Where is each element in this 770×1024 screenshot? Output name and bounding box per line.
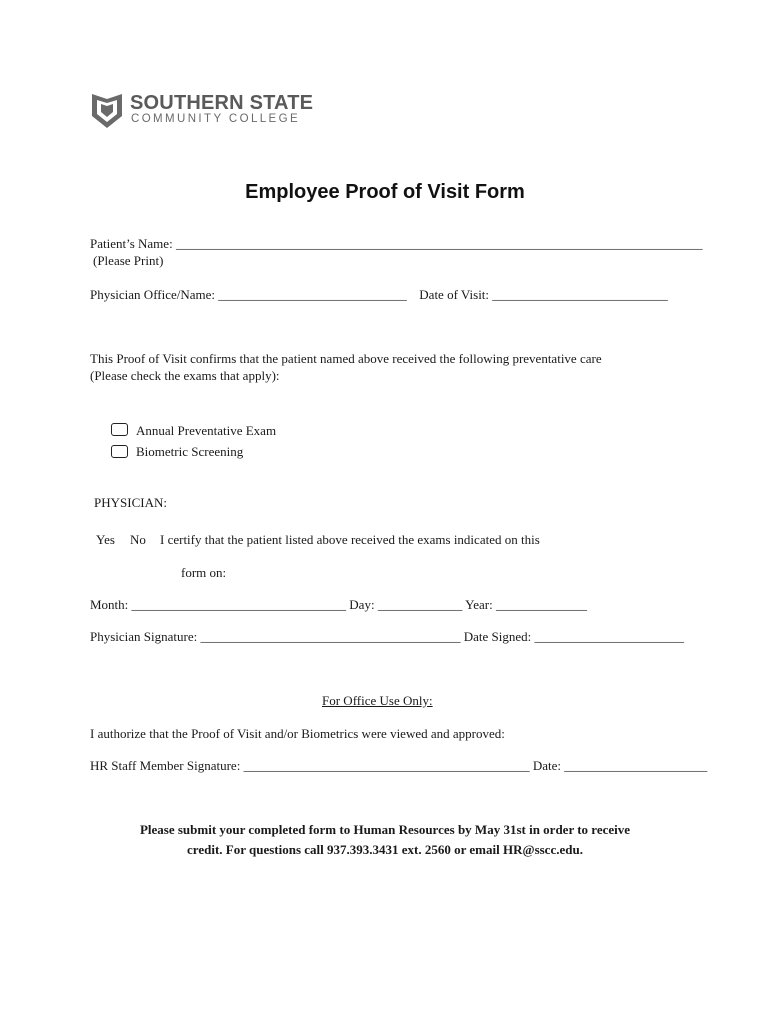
physician-heading: PHYSICIAN: (94, 495, 167, 510)
patient-name-row (90, 236, 702, 252)
physician-office-row (90, 287, 668, 303)
biometric-screening-checkbox[interactable] (111, 445, 128, 458)
no-option[interactable]: No (130, 532, 146, 547)
physician-office-field[interactable]: _____________________________ (218, 287, 407, 302)
certify-text: I certify that the patient listed above received the exams indicated on this (160, 532, 540, 547)
hr-signature-row (90, 758, 707, 774)
authorize-text: I authorize that the Proof of Visit and/or Biometrics were viewed and approved: (90, 726, 505, 741)
hr-date-label: Date: (532, 758, 561, 773)
physician-signature-field[interactable]: ________________________________________ (200, 629, 461, 644)
form-title: Employee Proof of Visit Form (245, 181, 525, 203)
yes-option[interactable]: Yes (96, 532, 115, 547)
please-print-note: (Please Print) (93, 253, 164, 268)
patient-name-field[interactable]: _________________________________________________________________________________ (175, 236, 703, 251)
physician-signature-label: Physician Signature: (90, 629, 198, 644)
physician-signature-row (90, 629, 684, 645)
date-row (90, 597, 587, 613)
date-of-visit-label: Date of Visit: (419, 287, 490, 302)
year-label: Year: (465, 597, 493, 612)
day-field[interactable]: _____________ (377, 597, 463, 612)
date-of-visit-field[interactable]: ___________________________ (492, 287, 668, 302)
hr-signature-field[interactable]: ____________________________________________ (243, 758, 530, 773)
footer-line2: credit. For questions call 937.393.3431 ext. 2560 or email HR@sscc.edu. (187, 842, 583, 857)
footer-line1: Please submit your completed form to Human Resources by May 31st in order to receive (139, 822, 631, 837)
biometric-screening-label: Biometric Screening (136, 444, 244, 459)
patient-name-label: Patient’s Name: (90, 236, 173, 251)
confirm-text-line2: (Please check the exams that apply): (90, 368, 280, 383)
form-on-text: form on: (181, 565, 227, 580)
hr-date-field[interactable]: ______________________ (564, 758, 708, 773)
month-field[interactable]: _________________________________ (131, 597, 347, 612)
confirm-text-line1: This Proof of Visit confirms that the patient named above received the following preventative care (90, 351, 602, 366)
year-field[interactable]: ______________ (495, 597, 587, 612)
annual-exam-checkbox[interactable] (111, 423, 128, 436)
office-use-heading: For Office Use Only: (322, 693, 433, 708)
physician-office-label: Physician Office/Name: (90, 287, 216, 302)
college-logo (90, 92, 314, 132)
day-label: Day: (349, 597, 375, 612)
date-signed-field[interactable]: _______________________ (534, 629, 685, 644)
shield-icon (90, 92, 124, 130)
annual-exam-label: Annual Preventative Exam (136, 423, 277, 438)
date-signed-label: Date Signed: (463, 629, 532, 644)
month-label: Month: (90, 597, 129, 612)
hr-signature-label: HR Staff Member Signature: (90, 758, 241, 773)
logo-title: SOUTHERN STATE (130, 92, 314, 114)
logo-subtitle: COMMUNITY COLLEGE (131, 113, 301, 125)
